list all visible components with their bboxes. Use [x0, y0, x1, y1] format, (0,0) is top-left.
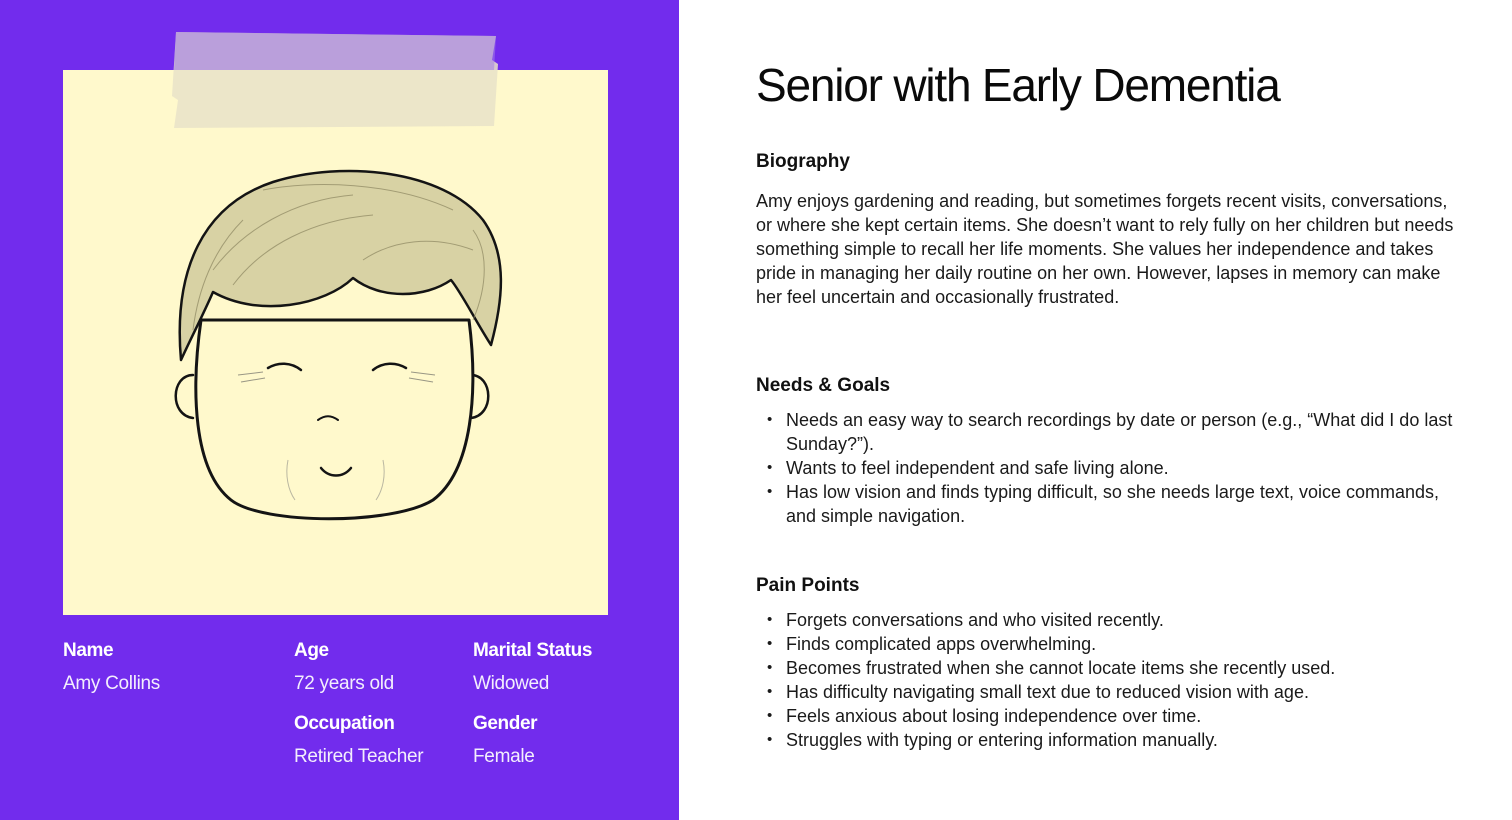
- pain-points-heading: Pain Points: [756, 575, 860, 596]
- pain-points-item: • Finds complicated apps overwhelming.: [756, 632, 1466, 656]
- needs-goals-list: [756, 408, 1466, 528]
- occupation-value: Retired Teacher: [294, 746, 424, 767]
- pain-points-list: [756, 608, 1466, 752]
- age-value: 72 years old: [294, 673, 394, 694]
- biography-text: Amy enjoys gardening and reading, but sometimes forgets recent visits, conversations, or where she kept certain items. She doesn’t want to rely fully on her children but needs something simple to recall her life moments. She values her independence and takes pride in managing her daily routine on her own. However, lapses in memory can make her feel uncertain and occasionally frustrated.: [756, 191, 1454, 307]
- biography-heading: Biography: [756, 151, 850, 172]
- pain-points-item: • Forgets conversations and who visited recently.: [756, 608, 1466, 632]
- age-label: Age: [294, 640, 329, 661]
- pain-points-item: • Struggles with typing or entering information manually.: [756, 728, 1466, 752]
- persona-portrait-sketch: [63, 70, 608, 615]
- masking-tape: [172, 30, 500, 130]
- name-value: Amy Collins: [63, 673, 160, 694]
- persona-profile-panel: [0, 0, 679, 820]
- needs-goals-item: • Has low vision and finds typing difficult, so she needs large text, voice commands, and simple navigation.: [756, 480, 1466, 528]
- marital-status-label: Marital Status: [473, 640, 592, 661]
- pain-points-item: • Becomes frustrated when she cannot locate items she recently used.: [756, 656, 1466, 680]
- gender-value: Female: [473, 746, 535, 767]
- needs-goals-heading: Needs & Goals: [756, 375, 891, 396]
- gender-label: Gender: [473, 713, 538, 734]
- pain-points-item: • Has difficulty navigating small text due to reduced vision with age.: [756, 680, 1466, 704]
- occupation-label: Occupation: [294, 713, 395, 734]
- persona-title: Senior with Early Dementia: [756, 59, 1280, 111]
- marital-status-value: Widowed: [473, 673, 550, 694]
- name-label: Name: [63, 640, 114, 661]
- needs-goals-item: • Needs an easy way to search recordings by date or person (e.g., “What did I do last Sunday?”).: [756, 408, 1466, 456]
- pain-points-item: • Feels anxious about losing independence over time.: [756, 704, 1466, 728]
- needs-goals-item: • Wants to feel independent and safe living alone.: [756, 456, 1466, 480]
